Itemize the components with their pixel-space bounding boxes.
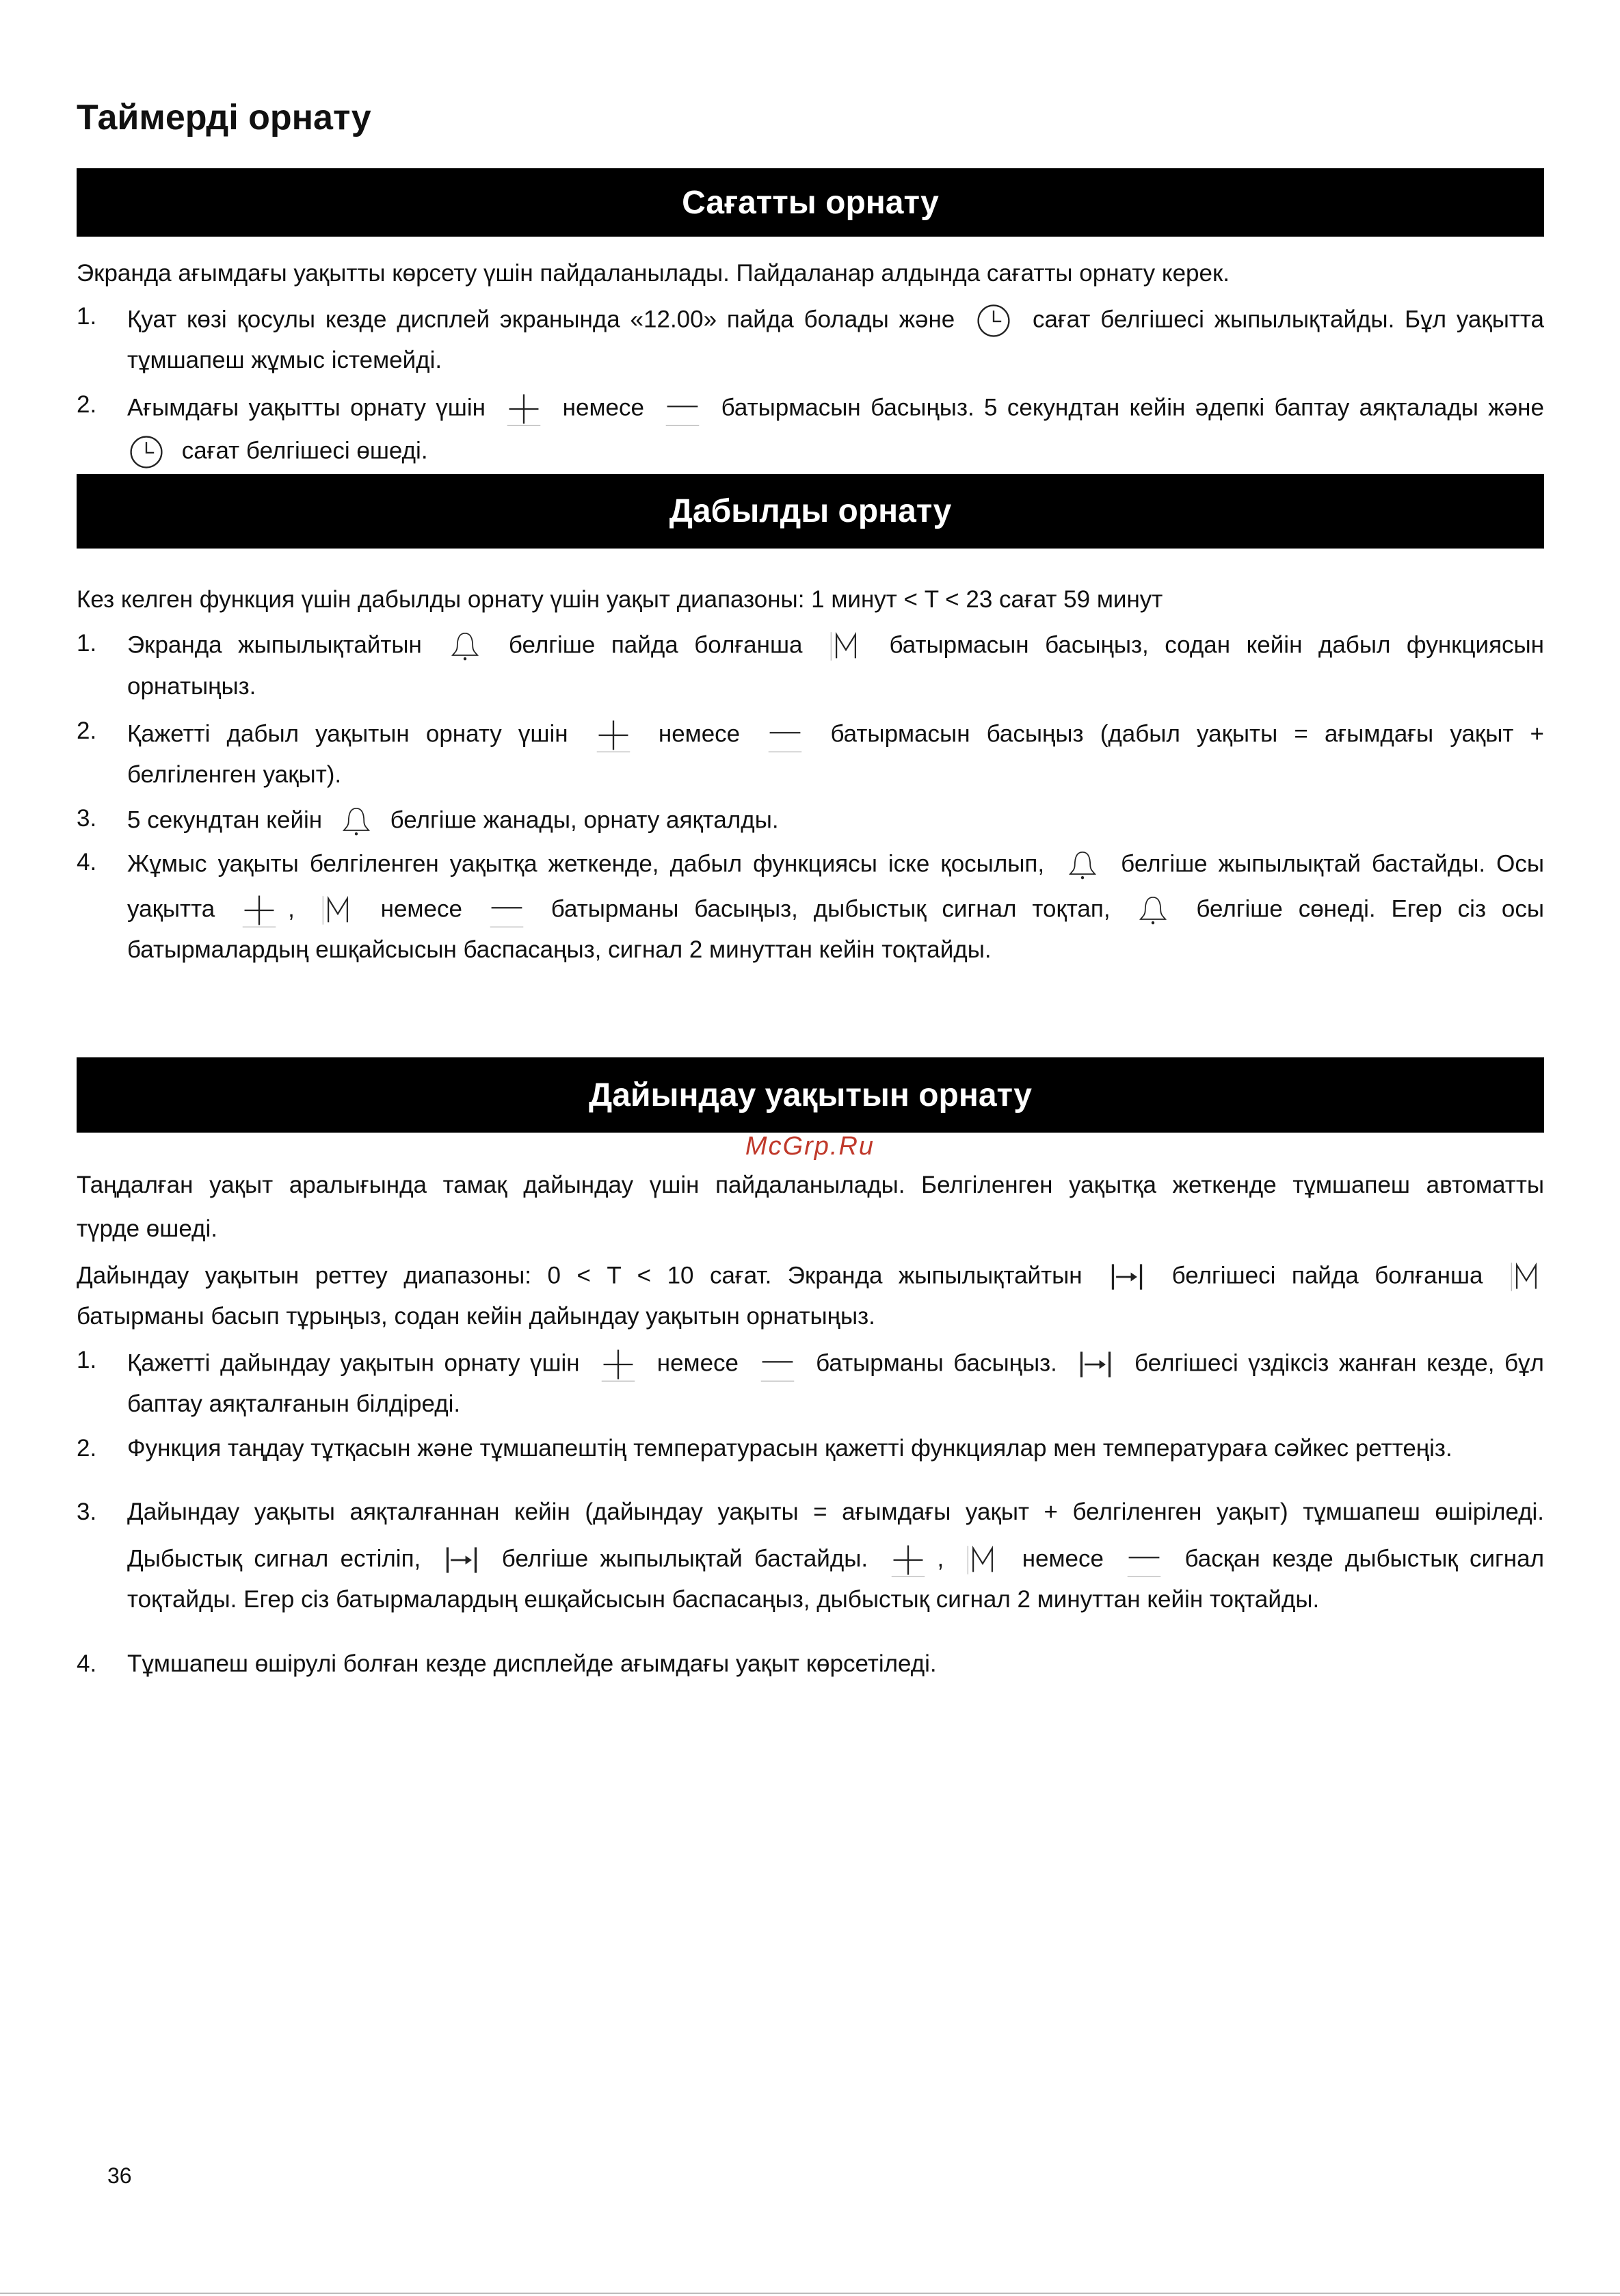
list-item: Қажетті дабыл уақытын орнату үшін немесе батырмасын басыңыз (дабыл уақыты = ағымдағы уақыт +: [127, 716, 1544, 754]
list-item-continuation: батырмалардың ешқайсысын баспасаңыз, сигнал 2 минуттан кейін тоқтайды.: [127, 936, 992, 963]
list-number: 4.: [77, 1650, 97, 1677]
m-icon: [965, 1542, 1000, 1578]
minus-icon: [1125, 1541, 1163, 1579]
duration-icon: [1108, 1258, 1146, 1296]
plus-icon: [599, 1345, 637, 1384]
section-heading-alarm: Дабылды орнату: [77, 474, 1544, 549]
cooking-range: Дайындау уақытын реттеу диапазоны: 0 < T < 10 сағат. Экранда жыпылықтайтын белгішесі пайда болғанша: [77, 1258, 1544, 1296]
plus-icon: [240, 891, 278, 929]
list-number: 2.: [77, 1435, 97, 1462]
list-number: 4.: [77, 849, 97, 875]
list-number: 1.: [77, 303, 97, 330]
bell-icon: [447, 629, 483, 664]
list-item-continuation: орнатыңыз.: [127, 673, 256, 700]
m-icon: [828, 629, 864, 664]
cooking-intro: Таңдалған уақыт аралығында тамақ дайындау үшін пайдаланылады. Белгіленген уақытқа жеткенде тұмшапеш автоматты: [77, 1172, 1544, 1198]
list-number: 1.: [77, 630, 97, 657]
list-item-continuation: тоқтайды. Егер сіз батырмалардың ешқайсысын баспасаңыз, дыбыстық сигнал 2 минуттан кейін тоқтайды.: [127, 1586, 1320, 1613]
list-item-continuation: белгіленген уақыт).: [127, 761, 342, 788]
section-heading-cooking: Дайындау уақытын орнату: [77, 1057, 1544, 1133]
page-title: Таймерді орнату: [77, 98, 371, 137]
list-item: Тұмшапеш өшірулі болған кезде дисплейде ағымдағы уақыт көрсетіледі.: [127, 1650, 937, 1677]
clock-icon: [127, 433, 165, 471]
list-number: 3.: [77, 1499, 97, 1525]
list-item-continuation: тұмшапеш жұмыс істемейді.: [127, 347, 442, 373]
list-item: Қуат көзі қосулы кезде дисплей экранында «12.00» пайда болады және сағат белгішесі жыпылықтайды. Бұл уақытта: [127, 302, 1544, 340]
duration-icon: [1076, 1345, 1115, 1384]
list-item-continuation: баптау аяқталғанын білдіреді.: [127, 1390, 461, 1417]
m-icon: [1509, 1259, 1544, 1295]
m-icon: [320, 893, 356, 928]
plus-icon: [889, 1541, 927, 1579]
clock-icon: [974, 302, 1013, 340]
minus-icon: [766, 716, 804, 754]
list-number: 1.: [77, 1347, 97, 1373]
duration-icon: [442, 1541, 481, 1579]
list-number: 3.: [77, 805, 97, 832]
footer-divider: [0, 2293, 1620, 2294]
section-heading-clock: Сағатты орнату: [77, 168, 1544, 237]
clock-intro: Экранда ағымдағы уақытты көрсету үшін пайдаланылады. Пайдаланар алдында сағатты орнату керек.: [77, 260, 1230, 287]
minus-icon: [663, 390, 702, 428]
cooking-intro-continuation: түрде өшеді.: [77, 1215, 217, 1242]
list-item: Экранда жыпылықтайтын белгіше пайда болғанша батырмасын басыңыз, содан кейін дабыл функциясын: [127, 629, 1544, 664]
bell-icon: [1135, 893, 1171, 928]
list-item-continuation: сағат белгішесі өшеді.: [127, 433, 1544, 471]
list-item-continuation: Дыбыстық сигнал естіліп, белгіше жыпылықтай бастайды. , немесе басқан кезде дыбыстық сигнал: [127, 1541, 1544, 1579]
list-item: Қажетті дайындау уақытын орнату үшін немесе батырманы басыңыз. белгішесі үздіксіз жанған кезде, бұл: [127, 1345, 1544, 1384]
page-number: 36: [107, 2163, 132, 2188]
alarm-intro: Кез келген функция үшін дабылды орнату үшін уақыт диапазоны: 1 минут < T < 23 сағат 59 минут: [77, 586, 1163, 613]
list-item: Жұмыс уақыты белгіленген уақытқа жеткенде, дабыл функциясы іске қосылып, белгіше жыпылықтай бастайды. Осы: [127, 847, 1544, 883]
list-number: 2.: [77, 717, 97, 744]
list-item: Функция таңдау тұтқасын және тұмшапештің температурасын қажетті функциялар мен температураға сәйкес реттеңіз.: [127, 1435, 1452, 1462]
list-number: 2.: [77, 391, 97, 418]
plus-icon: [594, 716, 633, 754]
list-item: 5 секундтан кейін белгіше жанады, орнату аяқталды.: [127, 804, 1544, 839]
bell-icon: [1065, 847, 1100, 883]
watermark: McGrp.Ru: [745, 1132, 875, 1161]
minus-icon: [488, 891, 526, 929]
list-item: Ағымдағы уақытты орнату үшін немесе батырмасын басыңыз. 5 секундтан кейін әдепкі баптау аяқталады және: [127, 390, 1544, 428]
list-item: Дайындау уақыты аяқталғаннан кейін (дайындау уақыты = ағымдағы уақыт + белгіленген уақыт) тұмшапеш өшіріледі.: [127, 1499, 1544, 1525]
minus-icon: [758, 1345, 797, 1384]
bell-icon: [338, 804, 374, 839]
plus-icon: [505, 390, 543, 428]
cooking-range-continuation: батырманы басып тұрыңыз, содан кейін дайындау уақытын орнатыңыз.: [77, 1303, 875, 1330]
list-item-continuation: уақытта , немесе батырманы басыңыз, дыбыстық сигнал тоқтап, белгіше сөнеді. Егер сіз осы: [127, 891, 1544, 929]
